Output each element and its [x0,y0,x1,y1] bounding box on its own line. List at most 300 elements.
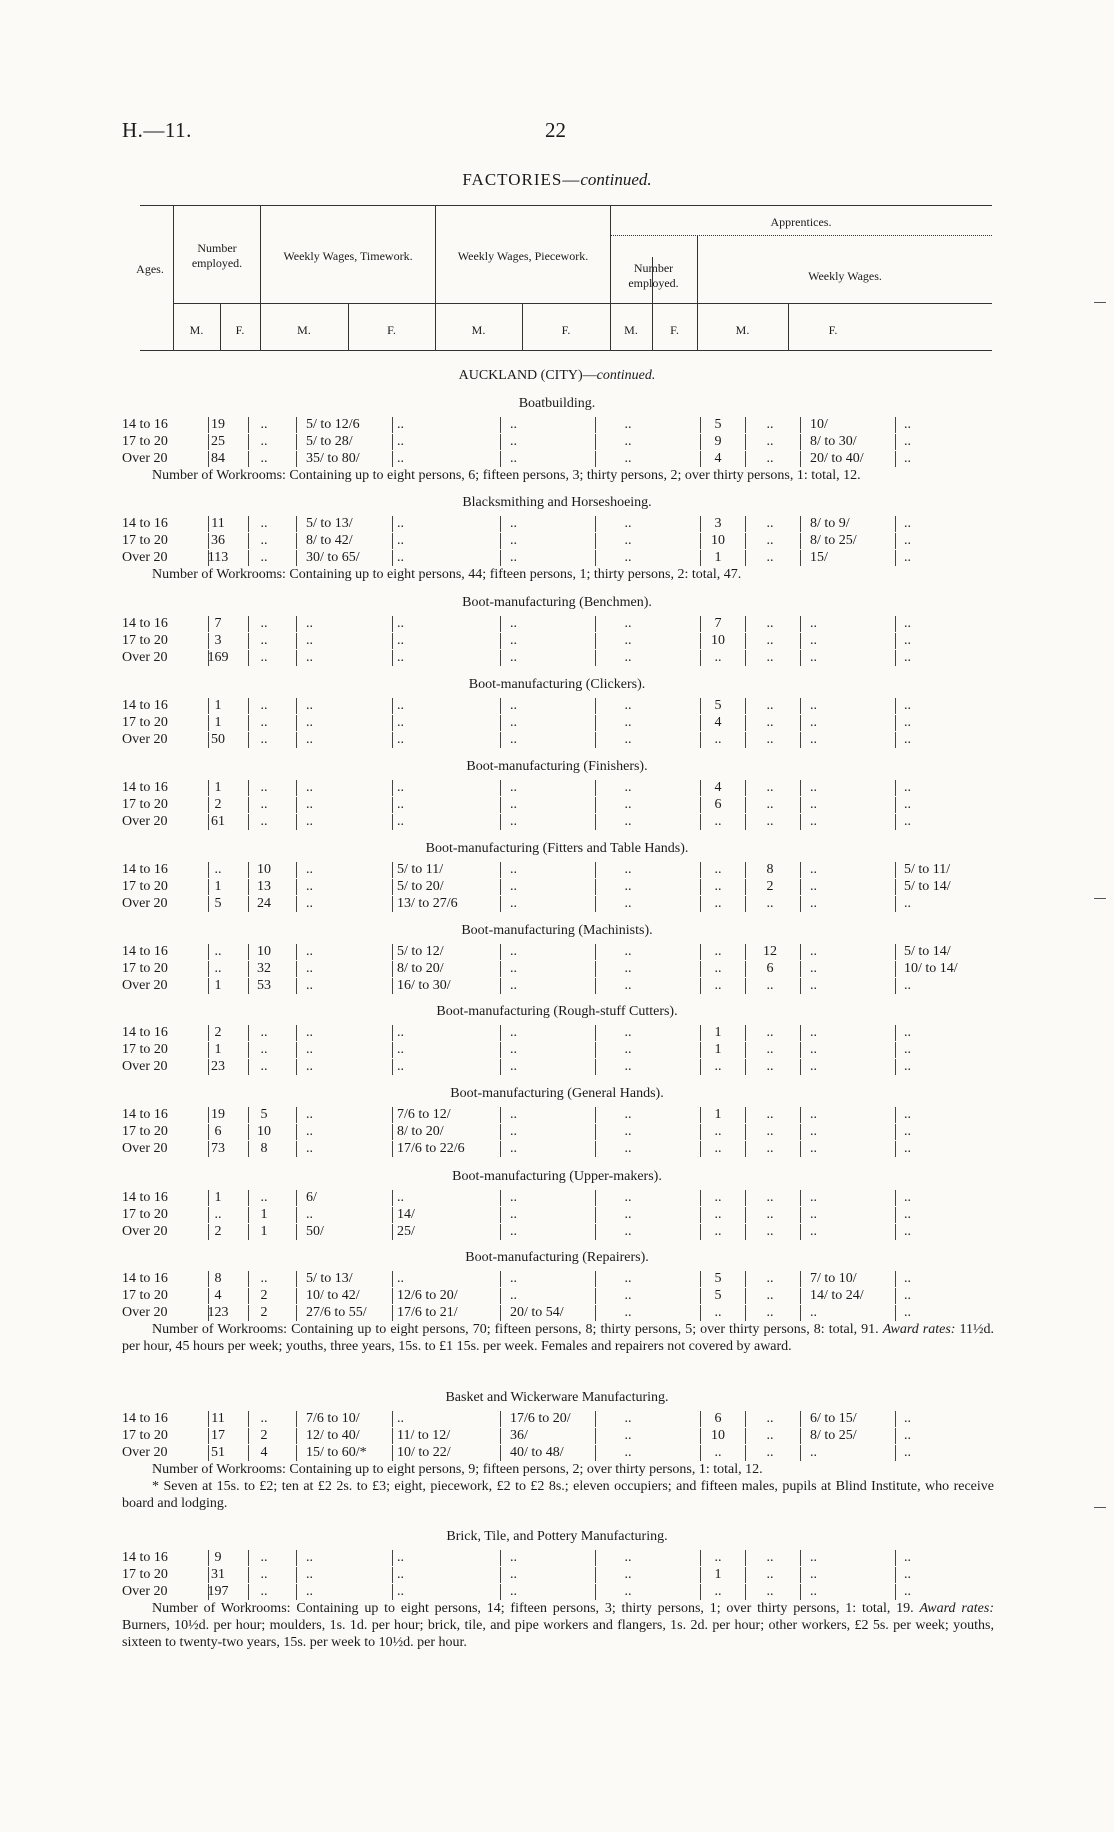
column-rule [700,1567,701,1583]
table-row [0,1223,1114,1240]
table-cell: .. [260,533,268,548]
column-rule [800,533,801,549]
table-cell: .. [306,650,313,665]
table-cell: .. [766,616,774,631]
column-rule [895,1305,896,1321]
column-rule [595,1141,596,1157]
table-cell: 10 [257,862,271,877]
column-rule [595,732,596,748]
table-cell: .. [904,1411,911,1426]
table-cell: 25/ [397,1224,415,1239]
table-cell: .. [510,516,517,531]
table-cell: .. [510,533,517,548]
table-cell: 2 [214,797,222,812]
column-rule [895,1445,896,1461]
table-cell: .. [624,1584,632,1599]
column-rule [895,1567,896,1583]
column-rule [800,961,801,977]
note-text: Number of Workrooms: Containing up to eight persons, 70; fifteen persons, 8; thirty persons, 5; over thirty persons, 8: total, 91. [152,1322,883,1337]
column-rule [392,814,393,830]
table-cell: .. [306,698,313,713]
column-rule [800,1288,801,1304]
table-cell: .. [810,780,817,795]
column-rule [296,732,297,748]
column-rule [895,698,896,714]
column-rule [700,879,701,895]
table-cell: .. [214,1207,222,1222]
column-rule [800,1271,801,1287]
table-cell: 12 [763,944,777,959]
age-cell: Over 20 [122,732,168,747]
table-cell: 2 [260,1288,268,1303]
header-m: M. [297,323,311,337]
table-cell: 7 [714,616,722,631]
column-rule [800,616,801,632]
table-cell: 5/ to 12/ [397,944,444,959]
table-cell: .. [306,862,313,877]
table-cell: .. [904,1224,911,1239]
column-rule [296,896,297,912]
table-cell: 11 [211,1411,225,1426]
column-rule [745,1025,746,1041]
table-cell: .. [397,715,404,730]
table-cell: .. [766,978,774,993]
table-cell: 1 [214,978,222,993]
table-cell: .. [510,451,517,466]
award-rates-label: Award rates: [882,1322,956,1337]
column-rule [595,1288,596,1304]
age-cell: 17 to 20 [122,434,168,449]
table-row [0,515,1114,532]
table-cell: .. [510,896,517,911]
table-cell: .. [766,1190,774,1205]
column-rule [895,1141,896,1157]
table-cell: .. [260,715,268,730]
table-cell: .. [624,797,632,812]
table-cell: .. [306,978,313,993]
table-cell: .. [397,633,404,648]
table-cell: .. [904,1124,911,1139]
table-cell: .. [306,780,313,795]
column-rule [700,698,701,714]
column-rule [500,516,501,532]
table-cell: .. [714,1207,722,1222]
column-rule [800,978,801,994]
column-rule [500,1288,501,1304]
table-row [0,1566,1114,1583]
column-rule [895,961,896,977]
table-row [0,1583,1114,1600]
column-rule [895,1025,896,1041]
column-rule [800,1059,801,1075]
column-rule [800,451,801,467]
table-cell: 5/ to 13/ [306,516,353,531]
table-cell: .. [810,1445,817,1460]
section-heading: Blacksmithing and Horseshoeing. [462,495,652,510]
table-row [0,813,1114,830]
table-cell: .. [766,1305,774,1320]
table-cell: 10 [257,1124,271,1139]
table-cell: .. [904,451,911,466]
column-rule [700,896,701,912]
column-rule [595,1042,596,1058]
column-rule [745,633,746,649]
column-rule [500,814,501,830]
column-rule [392,896,393,912]
table-cell: .. [306,1584,313,1599]
column-rule [800,550,801,566]
column-rule [296,1305,297,1321]
table-cell: .. [624,961,632,976]
column-rule [595,1584,596,1600]
column-rule [392,550,393,566]
column-rule [895,797,896,813]
column-rule [500,633,501,649]
column-rule [745,1207,746,1223]
table-cell: 4 [714,715,722,730]
table-cell: .. [510,1107,517,1122]
table-cell: .. [766,1224,774,1239]
table-cell: .. [624,1190,632,1205]
table-cell: .. [810,862,817,877]
column-rule [700,978,701,994]
column-rule [500,1445,501,1461]
column-rule [595,780,596,796]
column-rule [595,944,596,960]
table-cell: .. [260,1059,268,1074]
age-cell: Over 20 [122,1584,168,1599]
table-cell: 7/ to 10/ [810,1271,857,1286]
column-rule [500,1550,501,1566]
column-rule [745,1288,746,1304]
table-cell: 1 [260,1224,268,1239]
table-cell: .. [810,698,817,713]
column-rule [745,616,746,632]
table-cell: .. [260,1550,268,1565]
column-rule [745,1224,746,1240]
column-rule [392,1025,393,1041]
margin-mark [1094,302,1106,303]
column-rule [500,1224,501,1240]
column-rule [700,633,701,649]
table-cell: 5/ to 14/ [904,944,951,959]
table-cell: 7 [214,616,222,631]
column-rule [296,1207,297,1223]
header-f: F. [387,323,396,337]
table-cell: 197 [207,1584,229,1599]
table-cell: .. [904,1550,911,1565]
table-cell: 10/ to 42/ [306,1288,360,1303]
column-rule [800,633,801,649]
table-cell: 5 [714,417,722,432]
table-cell: .. [624,516,632,531]
table-cell: .. [904,633,911,648]
table-cell: .. [766,533,774,548]
table-cell: .. [510,1025,517,1040]
table-cell: .. [397,650,404,665]
column-rule [895,814,896,830]
column-rule [700,961,701,977]
table-cell: .. [624,1271,632,1286]
page-title: FACTORIES—continued. [462,170,652,189]
column-rule [392,516,393,532]
table-cell: .. [306,1107,313,1122]
column-rule [700,550,701,566]
column-rule [500,862,501,878]
column-rule [296,616,297,632]
header-apprentices-wages: Weekly Wages. [808,269,882,283]
table-cell: .. [306,732,313,747]
table-cell: .. [306,1141,313,1156]
table-row [0,549,1114,566]
table-cell: .. [810,1305,817,1320]
section-heading: Boot-manufacturing (Upper-makers). [452,1169,662,1184]
age-cell: 17 to 20 [122,1207,168,1222]
table-cell: .. [624,879,632,894]
table-cell: 25 [211,434,225,449]
column-rule [392,862,393,878]
column-rule [392,1550,393,1566]
table-cell: .. [624,715,632,730]
column-rule [700,1428,701,1444]
column-rule [500,616,501,632]
table-cell: 53 [257,978,271,993]
table-cell: .. [510,1207,517,1222]
margin-mark [1094,898,1106,899]
column-rule [296,1584,297,1600]
table-cell: .. [810,616,817,631]
table-row [0,532,1114,549]
table-cell: .. [306,715,313,730]
table-cell: .. [397,814,404,829]
table-cell: .. [714,1445,722,1460]
table-cell: 20/ to 40/ [810,451,864,466]
table-cell: .. [624,862,632,877]
table-cell: .. [260,1025,268,1040]
table-cell: .. [214,961,222,976]
column-rule [500,1567,501,1583]
column-rule [500,533,501,549]
table-cell: .. [260,698,268,713]
table-cell: .. [397,434,404,449]
table-cell: .. [624,1124,632,1139]
table-cell: .. [810,961,817,976]
column-rule [895,550,896,566]
column-rule [745,434,746,450]
table-cell: .. [810,814,817,829]
column-rule [392,1107,393,1123]
header-m: M. [735,323,750,337]
column-rule [895,1411,896,1427]
age-cell: 17 to 20 [122,715,168,730]
column-rule [745,732,746,748]
table-cell: 17/6 to 21/ [397,1305,458,1320]
table-cell: .. [904,978,911,993]
table-cell: 2 [214,1224,222,1239]
column-rule [392,797,393,813]
table-cell: .. [904,533,911,548]
table-cell: 32 [257,961,271,976]
table-cell: 23 [211,1059,225,1074]
column-rule [392,417,393,433]
column-rule [745,896,746,912]
table-cell: 2 [214,1025,222,1040]
column-rule [745,1141,746,1157]
table-cell: .. [904,1107,911,1122]
table-cell: 8/ to 25/ [810,1428,857,1443]
column-rule [595,978,596,994]
table-row [0,697,1114,714]
column-rule [745,961,746,977]
table-cell: .. [624,1224,632,1239]
table-cell: .. [510,616,517,631]
column-rule [800,417,801,433]
table-cell: .. [510,434,517,449]
table-cell: .. [810,1224,817,1239]
table-cell: .. [810,1042,817,1057]
column-rule [296,978,297,994]
table-cell: .. [810,650,817,665]
table-row [0,1287,1114,1304]
table-cell: .. [810,1190,817,1205]
table-cell: .. [624,1207,632,1222]
table-cell: .. [306,616,313,631]
table-cell: 1 [260,1207,268,1222]
age-cell: Over 20 [122,1224,168,1239]
column-rule [745,944,746,960]
age-cell: 14 to 16 [122,1190,168,1205]
table-row [0,1549,1114,1566]
table-cell: .. [714,1190,722,1205]
table-cell: .. [766,1124,774,1139]
column-rule [800,1107,801,1123]
column-rule [500,417,501,433]
column-rule [392,879,393,895]
table-cell: .. [260,633,268,648]
column-rule [800,1124,801,1140]
table-cell: .. [260,417,268,432]
workrooms-note: Number of Workrooms: Containing up to eight persons, 44; fifteen persons, 1; thirty persons, 2: total, 47. [152,567,742,582]
table-cell: .. [397,1059,404,1074]
table-cell: 10 [711,633,725,648]
column-rule [296,944,297,960]
table-cell: .. [810,1025,817,1040]
column-rule [700,1025,701,1041]
age-cell: Over 20 [122,1305,168,1320]
column-rule [800,1141,801,1157]
table-cell: 113 [207,550,229,565]
column-rule [700,451,701,467]
table-cell: 14/ to 24/ [810,1288,864,1303]
table-cell: .. [510,1271,517,1286]
table-cell: .. [810,1059,817,1074]
header-apprentices-number: Number employed. [628,261,679,290]
age-cell: Over 20 [122,978,168,993]
column-rule [595,961,596,977]
column-rule [895,1207,896,1223]
column-rule [745,1411,746,1427]
table-cell: .. [624,451,632,466]
table-cell: .. [810,633,817,648]
column-rule [392,650,393,666]
table-cell: 11 [211,516,225,531]
table-row [0,977,1114,994]
table-cell: .. [810,797,817,812]
column-rule [745,715,746,731]
column-rule [745,698,746,714]
column-rule [595,1224,596,1240]
column-rule [500,732,501,748]
header-f: F. [561,323,571,337]
table-cell: .. [766,1042,774,1057]
table-cell: 8/ to 20/ [397,961,444,976]
table-cell: .. [904,1042,911,1057]
table-cell: .. [766,1584,774,1599]
table-cell: 5/ to 13/ [306,1271,353,1286]
table-cell: .. [397,1271,404,1286]
table-cell: .. [624,616,632,631]
column-rule [895,978,896,994]
table-cell: 51 [211,1445,225,1460]
section-heading: Boot-manufacturing (Benchmen). [462,595,652,610]
table-cell: .. [714,1550,722,1565]
table-cell: .. [306,1567,313,1582]
table-cell: .. [510,1059,517,1074]
column-rule [296,1411,297,1427]
table-cell: .. [810,896,817,911]
table-cell: .. [714,1224,722,1239]
column-rule [800,732,801,748]
table-cell: .. [510,961,517,976]
column-rule [296,715,297,731]
table-header [136,205,992,353]
table-cell: 16/ to 30/ [397,978,451,993]
table-cell: 10 [711,1428,725,1443]
table-cell: 6 [714,1411,722,1426]
column-rule [800,1305,801,1321]
column-rule [800,650,801,666]
table-cell: .. [510,715,517,730]
table-cell: .. [260,797,268,812]
column-rule [296,1124,297,1140]
table-cell: .. [306,1207,313,1222]
section-heading: Boot-manufacturing (Rough-stuff Cutters). [436,1004,678,1019]
table-cell: .. [766,1550,774,1565]
table-cell: .. [397,616,404,631]
table-cell: .. [306,896,313,911]
column-rule [296,1190,297,1206]
table-cell: 36 [211,533,225,548]
section-heading: Boot-manufacturing (Machinists). [461,923,653,938]
column-rule [700,1207,701,1223]
column-rule [700,780,701,796]
column-rule [296,961,297,977]
table-cell: .. [306,1550,313,1565]
column-rule [595,550,596,566]
region-heading: AUCKLAND (CITY)—continued. [458,368,656,383]
column-rule [595,434,596,450]
table-cell: .. [624,896,632,911]
column-rule [895,879,896,895]
table-row [0,450,1114,467]
column-rule [392,1271,393,1287]
age-cell: 14 to 16 [122,862,168,877]
column-rule [800,1025,801,1041]
column-rule [895,1584,896,1600]
column-rule [745,1428,746,1444]
column-rule [500,451,501,467]
table-cell: .. [904,1567,911,1582]
